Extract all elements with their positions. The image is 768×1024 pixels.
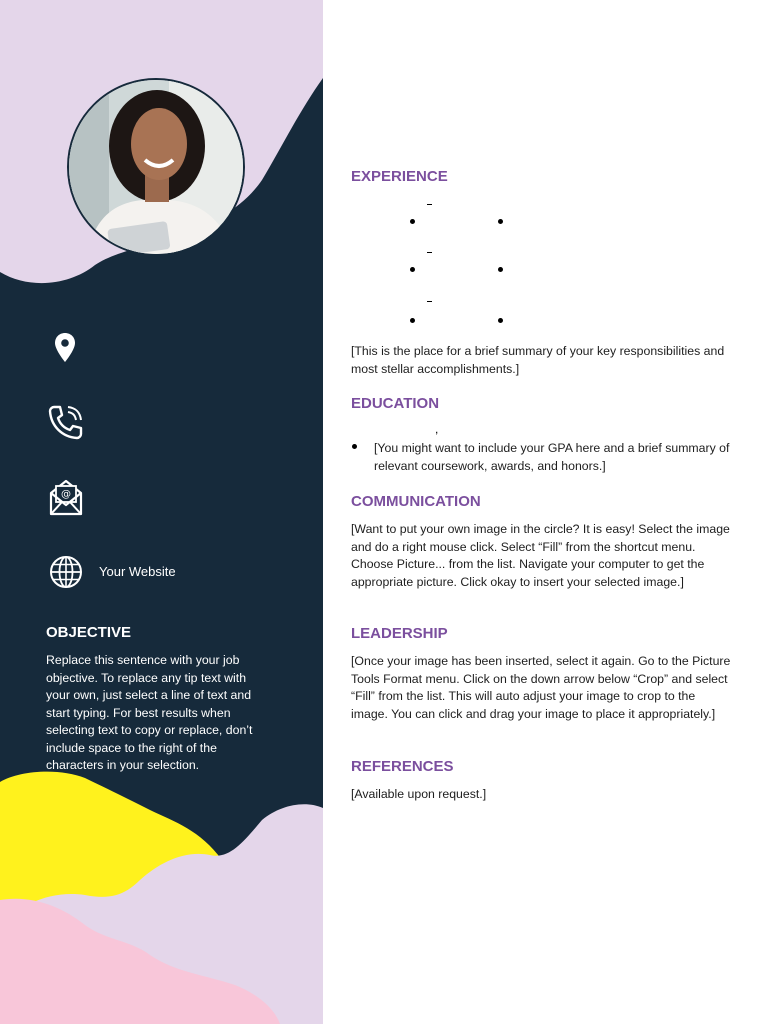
education-bullet-dot bbox=[352, 444, 357, 449]
experience-bullet bbox=[410, 219, 415, 224]
profile-photo[interactable] bbox=[67, 78, 245, 256]
leadership-title: LEADERSHIP bbox=[351, 625, 448, 642]
phone-icon bbox=[48, 404, 84, 440]
website-text[interactable]: Your Website bbox=[99, 564, 176, 579]
references-title: REFERENCES bbox=[351, 758, 454, 775]
globe-icon bbox=[49, 555, 83, 589]
objective-title: OBJECTIVE bbox=[46, 624, 132, 641]
communication-body: [Want to put your own image in the circle? It is easy! Select the image and do a right mouse click. Select “Fill” from the shortcut menu. Choose Picture... from the list. Navigate your computer to get the appropriate picture. Click okay to insert your selected image.] bbox=[351, 522, 730, 589]
experience-bullet bbox=[498, 267, 503, 272]
location-pin-icon bbox=[54, 332, 76, 364]
experience-summary: [This is the place for a brief summary of your key responsibilities and most stellar accomplishments.] bbox=[351, 344, 725, 376]
email-icon bbox=[49, 478, 83, 516]
references-body: [Available upon request.] bbox=[351, 787, 487, 801]
experience-dash-2 bbox=[427, 252, 432, 253]
leadership-body: [Once your image has been inserted, select it again. Go to the Picture Tools Format menu. Click on the down arrow below “Crop” and select “Fill” from the list. This will auto adjust your image to crop to the image. You can click and drag your image to place it appropriately.] bbox=[351, 654, 731, 721]
education-bullet-text: [You might want to include your GPA here and a brief summary of relevant coursework, awards, and honors.] bbox=[374, 441, 730, 473]
experience-dash-1 bbox=[427, 204, 432, 205]
experience-title: EXPERIENCE bbox=[351, 168, 448, 185]
education-title: EDUCATION bbox=[351, 395, 440, 412]
experience-bullet bbox=[498, 219, 503, 224]
communication-title: COMMUNICATION bbox=[351, 493, 481, 510]
experience-dash-3 bbox=[427, 301, 432, 302]
objective-body: Replace this sentence with your job objective. To replace any tip text with your own, just select a line of text and start typing. For best results when selecting text to copy or replace, don’t include space to the right of the characters in your selection. bbox=[46, 653, 253, 772]
education-comma: , bbox=[435, 422, 439, 436]
experience-bullet bbox=[498, 318, 503, 323]
profile-photo-image bbox=[69, 80, 245, 256]
svg-text:@: @ bbox=[61, 489, 71, 500]
experience-bullet bbox=[410, 267, 415, 272]
sidebar bbox=[0, 0, 323, 1024]
experience-bullet bbox=[410, 318, 415, 323]
main-content bbox=[323, 0, 768, 1024]
